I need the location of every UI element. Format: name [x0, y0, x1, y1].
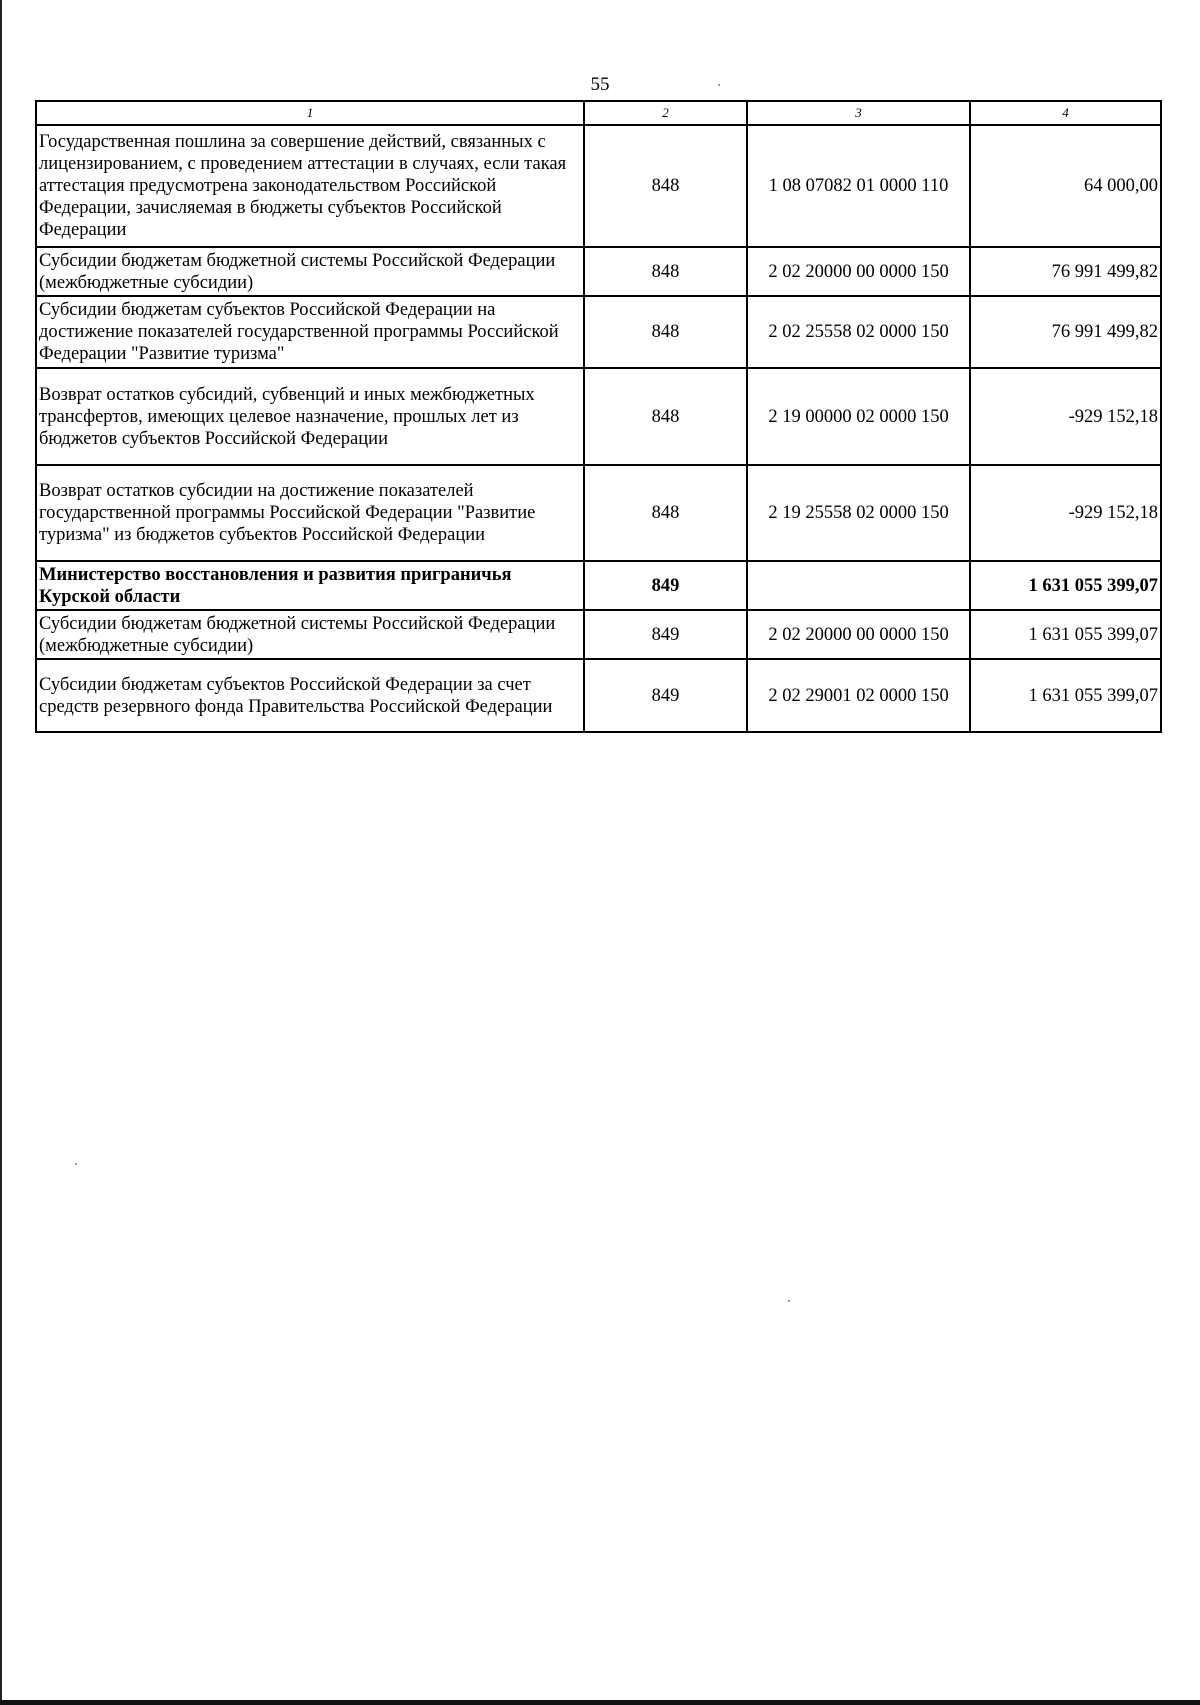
table-row	[36, 125, 1161, 247]
table-row	[36, 296, 1161, 368]
row-name: Субсидии бюджетам бюджетной системы Российской Федерации (межбюджетные субсидии)	[36, 247, 584, 296]
scan-edge-bottom	[0, 1700, 1200, 1705]
scan-speck	[75, 1163, 77, 1165]
row-budget-code: 2 02 29001 02 0000 150	[747, 659, 970, 732]
row-budget-code	[747, 561, 970, 610]
row-budget-code: 2 02 25558 02 0000 150	[747, 296, 970, 368]
row-admin-code: 848	[584, 296, 747, 368]
row-amount: 1 631 055 399,07	[970, 561, 1161, 610]
scan-speck	[718, 84, 720, 86]
row-name: Субсидии бюджетам бюджетной системы Российской Федерации (межбюджетные субсидии)	[36, 610, 584, 659]
header-col-2: 2	[584, 101, 747, 125]
table-row	[36, 465, 1161, 561]
header-col-4: 4	[970, 101, 1161, 125]
table-row	[36, 368, 1161, 465]
table-row	[36, 610, 1161, 659]
revenue-table	[35, 100, 1162, 733]
row-amount: 1 631 055 399,07	[970, 659, 1161, 732]
row-admin-code: 848	[584, 125, 747, 247]
row-budget-code: 1 08 07082 01 0000 110	[747, 125, 970, 247]
header-col-1: 1	[36, 101, 584, 125]
row-admin-code: 848	[584, 465, 747, 561]
scan-speck	[788, 1300, 790, 1302]
row-amount: -929 152,18	[970, 465, 1161, 561]
row-name: Министерство восстановления и развития приграничья Курской области	[36, 561, 584, 610]
row-admin-code: 849	[584, 659, 747, 732]
row-amount: 1 631 055 399,07	[970, 610, 1161, 659]
row-name: Возврат остатков субсидии на достижение показателей государственной программы Российской Федерации "Развитие туризма" из бюджетов субъектов Российской Федерации	[36, 465, 584, 561]
row-admin-code: 849	[584, 610, 747, 659]
row-budget-code: 2 02 20000 00 0000 150	[747, 247, 970, 296]
row-name: Возврат остатков субсидий, субвенций и иных межбюджетных трансфертов, имеющих целевое назначение, прошлых лет из бюджетов субъектов Российской Федерации	[36, 368, 584, 465]
table-header-row	[36, 101, 1161, 125]
row-budget-code: 2 19 25558 02 0000 150	[747, 465, 970, 561]
scan-edge-left	[0, 0, 2, 1705]
table-row	[36, 247, 1161, 296]
table-row	[36, 659, 1161, 732]
row-name: Государственная пошлина за совершение действий, связанных с лицензированием, с проведением аттестации в случаях, если такая аттестация предусмотрена законодательством Российской Федерации, зачисляемая в бюджеты субъектов Российской Федерации	[36, 125, 584, 247]
row-admin-code: 848	[584, 368, 747, 465]
row-budget-code: 2 02 20000 00 0000 150	[747, 610, 970, 659]
row-admin-code: 848	[584, 247, 747, 296]
page-number: 55	[590, 74, 610, 95]
row-name: Субсидии бюджетам субъектов Российской Федерации за счет средств резервного фонда Правительства Российской Федерации	[36, 659, 584, 732]
row-budget-code: 2 19 00000 02 0000 150	[747, 368, 970, 465]
row-admin-code: 849	[584, 561, 747, 610]
header-col-3: 3	[747, 101, 970, 125]
table-row-ministry	[36, 561, 1161, 610]
row-amount: 64 000,00	[970, 125, 1161, 247]
row-amount: -929 152,18	[970, 368, 1161, 465]
row-name: Субсидии бюджетам субъектов Российской Федерации на достижение показателей государственной программы Российской Федерации "Развитие туризма"	[36, 296, 584, 368]
row-amount: 76 991 499,82	[970, 247, 1161, 296]
row-amount: 76 991 499,82	[970, 296, 1161, 368]
